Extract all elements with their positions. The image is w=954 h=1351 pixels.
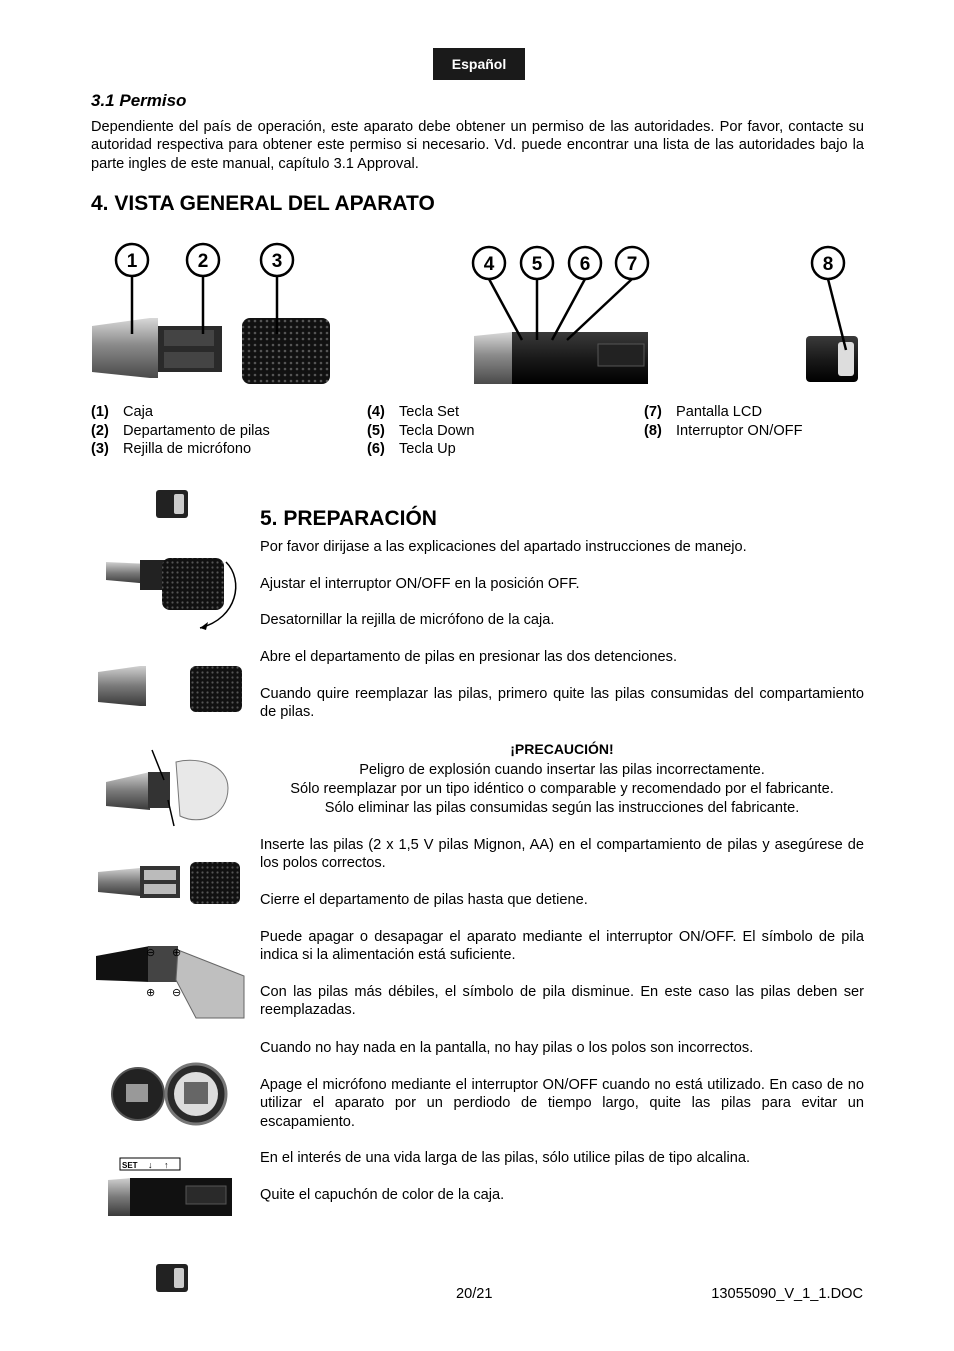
svg-text:⊕: ⊕: [146, 987, 156, 999]
step-text: Abre el departamento de pilas en presionar las dos detenciones.: [260, 649, 677, 665]
step-text: Cierre el departamento de pilas hasta que detiene.: [260, 892, 588, 908]
svg-text:⊖: ⊖: [172, 987, 182, 999]
section-4-title: 4. VISTA GENERAL DEL APARATO: [91, 192, 435, 215]
page-number: 20/21: [456, 1286, 493, 1302]
legend-column-3: [644, 403, 803, 440]
step-text: Con las pilas más débiles, el símbolo de pila disminue. En este caso las pilas deben ser reemplazadas.: [260, 984, 864, 1019]
step-text: Por favor dirijase a las explicaciones del apartado instrucciones de manejo.: [260, 539, 747, 555]
separated-body-thumbnail: [98, 666, 146, 706]
caution-line: Sólo eliminar las pilas consumidas según las instrucciones del fabricante.: [324, 800, 800, 816]
callout-1: 1: [126, 251, 138, 272]
section-3-1-title: 3.1 Permiso: [91, 91, 187, 110]
mic-grille-shape: [242, 318, 330, 384]
legend-item: (4) Tecla Set: [367, 404, 460, 420]
legend-item: (7) Pantalla LCD: [644, 404, 762, 420]
step-text: Ajustar el interruptor ON/OFF en la posición OFF.: [260, 576, 580, 592]
legend-item: (1) Caja: [91, 404, 154, 420]
step-text: Puede apagar o desapagar el aparato mediante el interruptor ON/OFF. El símbolo de pila indica si la alimentación está suficiente.: [260, 929, 864, 964]
callout-6: 6: [579, 254, 591, 275]
legend-item: (3) Rejilla de micrófono: [91, 441, 252, 458]
svg-text:⊖: ⊖: [146, 947, 156, 959]
step-text: Cuando quire reemplazar las pilas, primero quite las pilas consumidas del compartamiento de pilas.: [260, 686, 864, 721]
step-illustrations: [0, 480, 254, 1310]
step-text: Desatornillar la rejilla de micrófono de la caja.: [260, 612, 555, 628]
up-key-label: ↑: [164, 1160, 169, 1170]
legend-item: (2) Departamento de pilas: [91, 422, 270, 439]
caution-line: Peligro de explosión cuando insertar las pilas incorrectamente.: [359, 762, 765, 778]
svg-text:⊕: ⊕: [172, 947, 182, 959]
unscrew-grille-thumbnail: [162, 558, 224, 610]
device-overview-illustration: [0, 0, 954, 400]
legend-item: (8) Interruptor ON/OFF: [644, 422, 803, 439]
down-key-label: ↓: [148, 1160, 153, 1170]
callout-2: 2: [197, 251, 209, 272]
document-id: 13055090_V_1_1.DOC: [711, 1286, 863, 1302]
callout-4: 4: [483, 254, 495, 275]
callout-3: 3: [271, 251, 283, 272]
language-badge: Español: [433, 48, 525, 80]
hand-thumbnail: [176, 760, 228, 819]
section-5-title: 5. PREPARACIÓN: [260, 507, 437, 530]
step-text: Inserte las pilas (2 x 1,5 V pilas Mignon, AA) en el compartamiento de pilas y asegúrese de los polos correctos.: [260, 837, 864, 872]
callout-8: 8: [822, 254, 834, 275]
caution-title: ¡PRECAUCIÓN!: [510, 741, 614, 757]
mic-body-shape: [92, 318, 158, 378]
step-text: Cuando no hay nada en la pantalla, no hay pilas o los polos son incorrectos.: [260, 1040, 754, 1056]
callout-7: 7: [626, 254, 638, 275]
legend-column-1: [91, 403, 270, 459]
legend-item: (5) Tecla Down: [367, 422, 475, 439]
step-text: Quite el capuchón de color de la caja.: [260, 1187, 505, 1203]
set-key-label: SET: [122, 1161, 138, 1170]
step-text: Apage el micrófono mediante el interruptor ON/OFF cuando no está utilizado. En caso de no utilizar el aparato por un perdiodo de tiempo largo, quite las pilas para evitar un escapamiento.: [260, 1077, 864, 1130]
legend-item: (6) Tecla Up: [367, 441, 456, 458]
step-text: En el interés de una vida larga de las pilas, sólo utilice pilas de tipo alcalina.: [260, 1150, 750, 1166]
legend-column-2: [367, 403, 474, 459]
section-3-1-body: Dependiente del país de operación, este aparato debe obtener un permiso de las autoridades. Por favor, contacte su autoridad respectiva para obtener este permiso si necesario. Vd. puede encontrar una lista de las autoridades bajo la parte ingles de este manual, capítulo 3.1 Approval.: [91, 119, 864, 172]
callout-5: 5: [531, 254, 543, 275]
caution-line: Sólo reemplazar por un tipo idéntico o comparable y recomendado por el fabricante.: [290, 781, 834, 797]
